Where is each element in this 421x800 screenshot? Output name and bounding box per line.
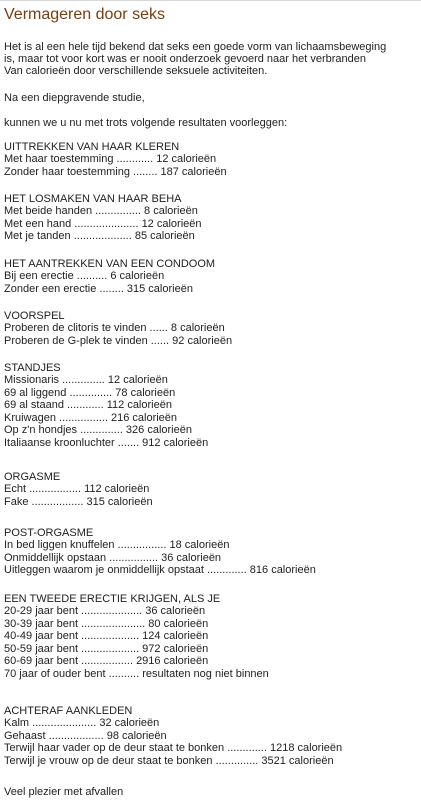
section-beha [4,193,416,243]
section-lines [4,205,416,243]
calorie-entry: Zonder een erectie ........ 315 calorieën [4,282,193,295]
section-heading: VOORSPEL [4,310,65,322]
section-lines [4,322,416,347]
section-heading: ORGASME [4,471,61,483]
section-lines [4,539,416,577]
intro-line: Van calorieën door verschillende seksuele activiteiten. [4,65,268,77]
section-voorspel [4,310,416,347]
section-uittrekken [4,141,416,178]
calorie-entry: 40-49 jaar bent ................... 124 calorieën [4,630,209,643]
intro-paragraph [4,41,416,77]
calorie-entry: Met haar toestemming ............ 12 calorieën [4,153,217,165]
section-lines [4,605,416,681]
calorie-entry: Proberen de G-plek te vinden ...... 92 calorieën [4,334,233,347]
calorie-entry: Uitleggen waarom je onmiddellijk opstaat ............. 816 calorieën [4,564,316,577]
section-standjes [4,362,416,450]
section-heading: STANDJES [4,362,61,374]
calorie-entry: Kalm ..................... 32 calorieën [4,717,160,729]
calorie-entry: 50-59 jaar bent ................... 972 calorieën [4,642,209,655]
calorie-entry: Kruiwagen ................ 216 calorieën [4,411,178,424]
calorie-entry: Met beide handen ............... 8 calorieën [4,205,198,217]
section-condoom [4,258,416,295]
calorie-entry: Op z'n hondjes .............. 326 calorieën [4,424,192,437]
calorie-entry: 70 jaar of ouder bent .......... resultaten nog niet binnen [4,667,269,680]
section-heading: POST-ORGASME [4,527,94,539]
section-heading: EEN TWEEDE ERECTIE KRIJGEN, ALS JE [4,593,221,605]
calorie-entry: 30-39 jaar bent ..................... 80 calorieën [4,617,209,630]
results-sentence: kunnen we u nu met trots volgende resultaten voorleggen: [4,117,288,129]
section-lines [4,374,416,450]
calorie-entry: Onmiddellijk opstaan ................ 36 calorieën [4,551,222,564]
section-heading: UITTREKKEN VAN HAAR KLEREN [4,141,180,153]
closing-line: Veel plezier met afvallen [4,786,124,798]
calorie-entry: 20-29 jaar bent .................... 36 calorieën [4,605,206,617]
section-tweede-erectie [4,593,416,681]
calorie-entry: 69 al staand ............ 112 calorieën [4,399,172,412]
calorie-entry: Met je tanden ................... 85 calorieën [4,230,195,243]
calorie-entry: Bij een erectie .......... 6 calorieën [4,270,165,282]
article-title: Vermageren door seks [4,6,165,23]
calorie-entry: In bed liggen knuffelen ................ 18 calorieën [4,539,230,551]
calorie-entry: Terwijl je vrouw op de deur staat te bonken .............. 3521 calorieën [4,754,334,767]
intro-line: is, maar tot voor kort was er nooit onderzoek gevoerd naar het verbranden [4,53,366,65]
calorie-entry: Proberen de clitoris te vinden ...... 8 calorieën [4,322,225,334]
calorie-entry: 69 al liggend .............. 78 calorieën [4,386,176,399]
calorie-entry: Met een hand ..................... 12 calorieën [4,217,202,230]
calorie-entry: Gehaast .................. 98 calorieën [4,729,167,742]
calorie-entry: Echt ................. 112 calorieën [4,483,150,495]
section-lines [4,153,416,178]
section-orgasme [4,471,416,508]
section-lines [4,483,416,508]
section-post-orgasme [4,527,416,577]
section-heading: HET LOSMAKEN VAN HAAR BEHA [4,193,182,205]
calorie-entry: Missionaris .............. 12 calorieën [4,374,168,386]
calorie-entry: 60-69 jaar bent ................. 2916 calorieën [4,655,209,668]
section-lines [4,270,416,295]
calorie-entry: Terwijl haar vader op de deur staat te bonken ............. 1218 calorieën [4,742,343,755]
study-sentence: Na een diepgravende studie, [4,92,145,104]
intro-line: Het is al een hele tijd bekend dat seks een goede vorm van lichaamsbeweging [4,41,387,53]
calorie-entry: Italiaanse kroonluchter ....... 912 calorieën [4,436,209,449]
calorie-entry: Fake ................. 315 calorieën [4,495,153,508]
calorie-entry: Zonder haar toestemming ........ 187 calorieën [4,165,227,178]
section-heading: HET AANTREKKEN VAN EEN CONDOOM [4,258,216,270]
section-heading: ACHTERAF AANKLEDEN [4,705,133,717]
section-lines [4,717,416,767]
section-aankleden [4,705,416,767]
